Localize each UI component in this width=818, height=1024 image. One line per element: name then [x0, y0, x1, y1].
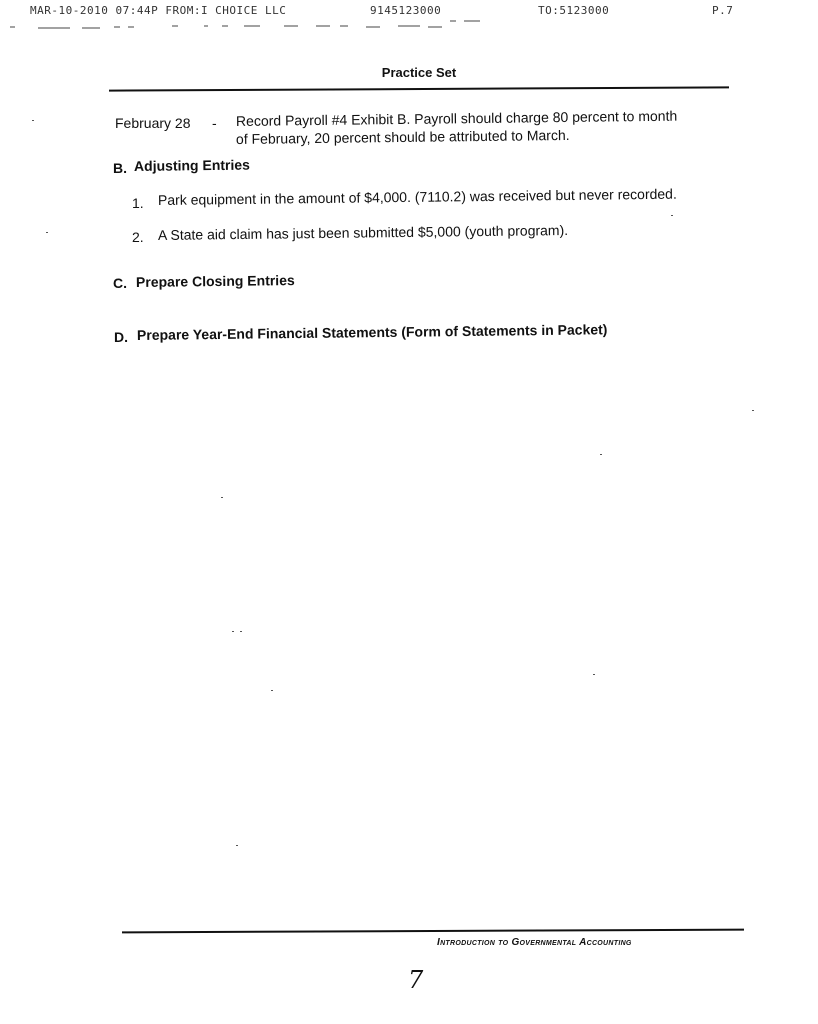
- page-number: 7: [408, 966, 424, 994]
- entry-line-2: of February, 20 percent should be attributed to March.: [235, 126, 570, 147]
- scan-speck: [46, 232, 48, 233]
- section-b-item-2-number: 2.: [132, 229, 144, 245]
- entry-line-1: Record Payroll #4 Exhibit B. Payroll should charge 80 percent to month: [235, 107, 678, 129]
- scan-speck: [600, 454, 602, 455]
- scan-speck: [236, 845, 238, 846]
- fax-header-phone: 9145123000: [370, 4, 442, 17]
- footer-rule: [122, 929, 744, 934]
- section-d-letter: D.: [114, 329, 128, 345]
- scan-speck: [752, 410, 754, 411]
- section-b-item-1-number: 1.: [132, 195, 144, 211]
- fax-header-from: MAR-10-2010 07:44P FROM:I CHOICE LLC: [30, 4, 287, 17]
- scan-speck: [271, 690, 273, 691]
- scan-speck: [221, 497, 223, 498]
- scan-speck: [593, 674, 595, 675]
- section-b-item-1-text: Park equipment in the amount of $4,000. (7110.2) was received but never recorded.: [157, 185, 677, 208]
- footer-title: Introduction to Governmental Accounting: [437, 937, 632, 948]
- section-b-heading: Adjusting Entries: [133, 156, 250, 174]
- scan-speck: [671, 215, 673, 216]
- fax-noise: [10, 18, 490, 30]
- scan-speck: [240, 631, 242, 632]
- section-b-letter: B.: [113, 160, 127, 176]
- page-title: Practice Set: [381, 65, 457, 80]
- scan-speck: [32, 120, 34, 121]
- entry-date: February 28: [115, 115, 191, 131]
- fax-header-to: TO:5123000: [538, 4, 610, 17]
- section-d-heading: Prepare Year-End Financial Statements (Form of Statements in Packet): [136, 321, 608, 343]
- section-c-heading: Prepare Closing Entries: [135, 272, 295, 290]
- section-b-item-2-text: A State aid claim has just been submitted $5,000 (youth program).: [157, 221, 569, 243]
- title-rule: [109, 86, 729, 91]
- fax-header-page: P.7: [712, 4, 734, 17]
- section-c-letter: C.: [113, 275, 127, 291]
- scan-speck: [232, 631, 234, 632]
- entry-dash: -: [212, 115, 217, 131]
